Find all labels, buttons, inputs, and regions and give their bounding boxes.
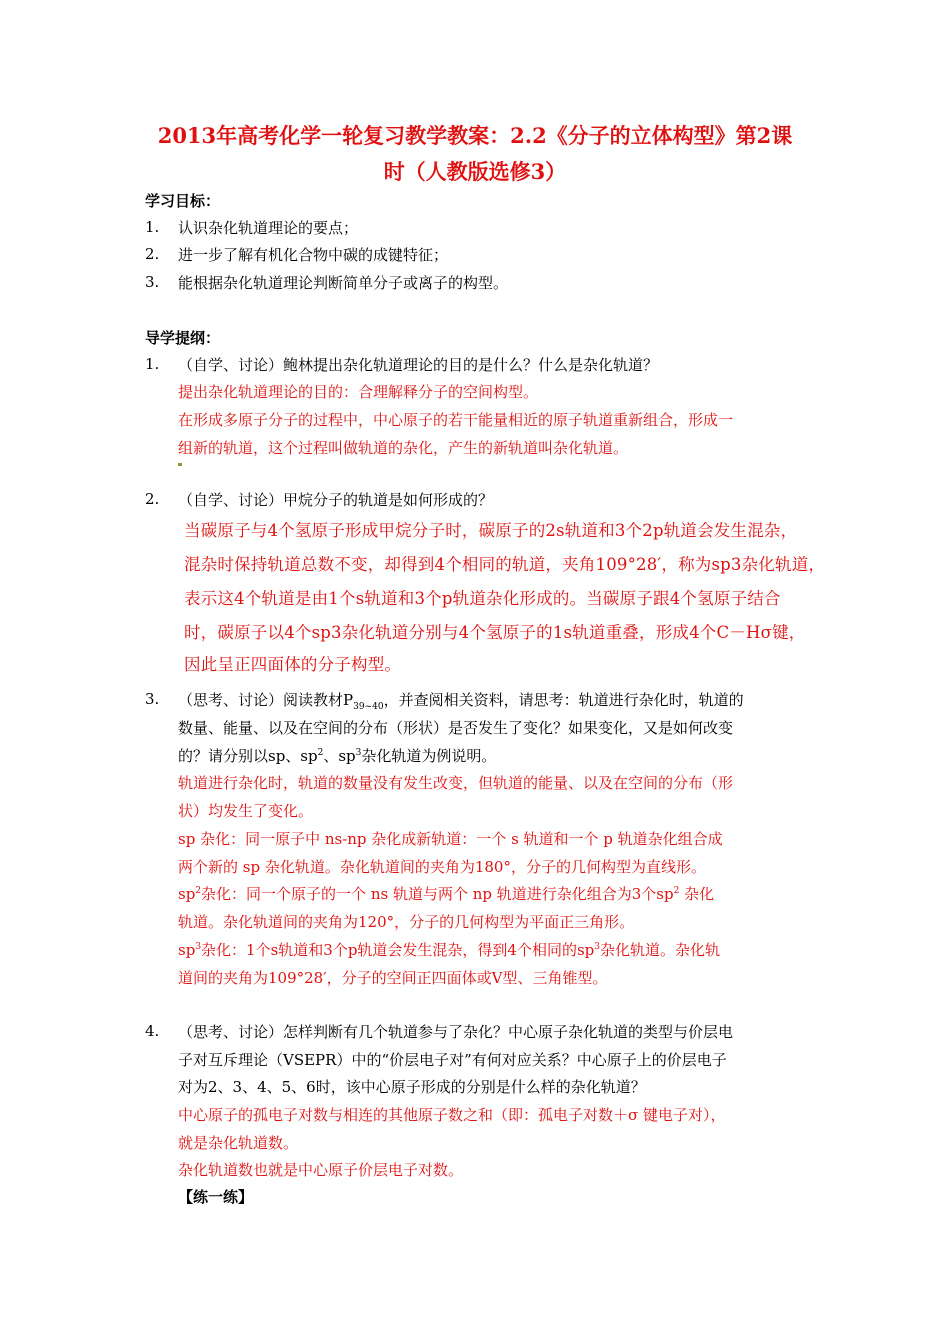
stray-mark [178,463,182,466]
sp-hybrid-line: 两个新的 sp 杂化轨道。杂化轨道间的夹角为180°，分子的几何构型为直线形。 [178,858,706,876]
question-4-line: 子对互斥理论（VSEPR）中的“价层电子对”有何对应关系？中心原子上的价层电子 [178,1051,727,1069]
objective-number: 3. [145,273,160,291]
sp3-hybrid-line: $sp^3$杂化：1个s轨道和3个p轨道会发生混杂，得到4个相同的$sp^3$杂化轨道。杂化轨 [178,941,721,959]
objective-item: 进一步了解有机化合物中碳的成键特征； [178,246,449,264]
question-1: （自学、讨论）鲍林提出杂化轨道理论的目的是什么？什么是杂化轨道？ [178,356,659,374]
question-number: 1. [145,355,160,373]
title-line-1: 2013年高考化学一轮复习教学教案：2.2《分子的立体构型》第2课 [157,123,793,148]
question-number: 2. [145,490,160,508]
sp2-hybrid-line: 轨道。杂化轨道间的夹角为120°，分子的几何构型为平面正三角形。 [178,913,635,931]
sp-hybrid-line: sp 杂化：同一原子中 ns-np 杂化成新轨道：一个 s 轨道和一个 p 轨道杂化组合成 [178,830,723,848]
question-2: （自学、讨论）甲烷分子的轨道是如何形成的？ [178,491,494,509]
practice-heading: 【练一练】 [178,1188,254,1206]
answer-2-line: 混杂时保持轨道总数不变，却得到4个相同的轨道，夹角109°28′，称为sp3杂化轨道， [184,555,826,574]
answer-1-line: 在形成多原子分子的过程中，中心原子的若干能量相近的原子轨道重新组合，形成一 [178,411,734,429]
question-4-line: 对为2、3、4、5、6时，该中心原子形成的分别是什么样的杂化轨道？ [178,1078,646,1096]
question-3-line-3: 的？请分别以sp、$sp^2$、$sp^3$杂化轨道为例说明。 [178,747,497,765]
objective-number: 2. [145,245,160,263]
answer-2-line: 表示这4个轨道是由1个s轨道和3个p轨道杂化形成的。当碳原子跟4个氢原子结合 [184,589,781,608]
sp3-hybrid-line: 道间的夹角为109°28′，分子的空间正四面体或V型、三角锥型。 [178,969,608,987]
answer-3-line: 状）均发生了变化。 [178,802,314,820]
objective-item: 认识杂化轨道理论的要点； [178,219,359,237]
question-number: 4. [145,1022,160,1040]
objective-item: 能根据杂化轨道理论判断简单分子或离子的构型。 [178,274,509,292]
title-line-2: 时（人教版选修3） [383,159,567,184]
answer-4-line: 就是杂化轨道数。 [178,1134,299,1152]
answer-2-line: 当碳原子与4个氢原子形成甲烷分子时，碳原子的2s轨道和3个2p轨道会发生混杂， [184,521,798,540]
answer-1-line: 提出杂化轨道理论的目的：合理解释分子的空间构型。 [178,383,539,401]
answer-4-line: 杂化轨道数也就是中心原子价层电子对数。 [178,1161,464,1179]
answer-3-line: 轨道进行杂化时，轨道的数量没有发生改变，但轨道的能量、以及在空间的分布（形 [178,774,734,792]
question-3-line-2: 数量、能量、以及在空间的分布（形状）是否发生了变化？如果变化，又是如何改变 [178,719,734,737]
question-4-line: （思考、讨论）怎样判断有几个轨道参与了杂化？中心原子杂化轨道的类型与价层电 [178,1023,734,1041]
sp2-hybrid-line: $sp^2$杂化：同一个原子的一个 ns 轨道与两个 np 轨道进行杂化组合为3个$sp^2$ 杂化 [178,885,715,903]
question-number: 3. [145,690,160,708]
question-3-line-1: （思考、讨论）阅读教材$P_{39\sim 40}$，并查阅相关资料，请思考：轨道进行杂化时，轨道的 [178,691,744,712]
outline-heading: 导学提纲： [145,329,221,347]
objectives-heading: 学习目标： [145,192,221,210]
answer-4-line: 中心原子的孤电子对数与相连的其他原子数之和（即：孤电子对数＋σ 键电子对）， [178,1106,726,1124]
answer-2-line: 因此呈正四面体的分子构型。 [184,655,402,674]
page-title [120,118,830,190]
answer-2-line: 时，碳原子以4个sp3杂化轨道分别与4个氢原子的1s轨道重叠，形成4个C－Hσ键， [184,623,806,642]
answer-1-line: 组新的轨道，这个过程叫做轨道的杂化，产生的新轨道叫杂化轨道。 [178,439,629,457]
objective-number: 1. [145,218,160,236]
